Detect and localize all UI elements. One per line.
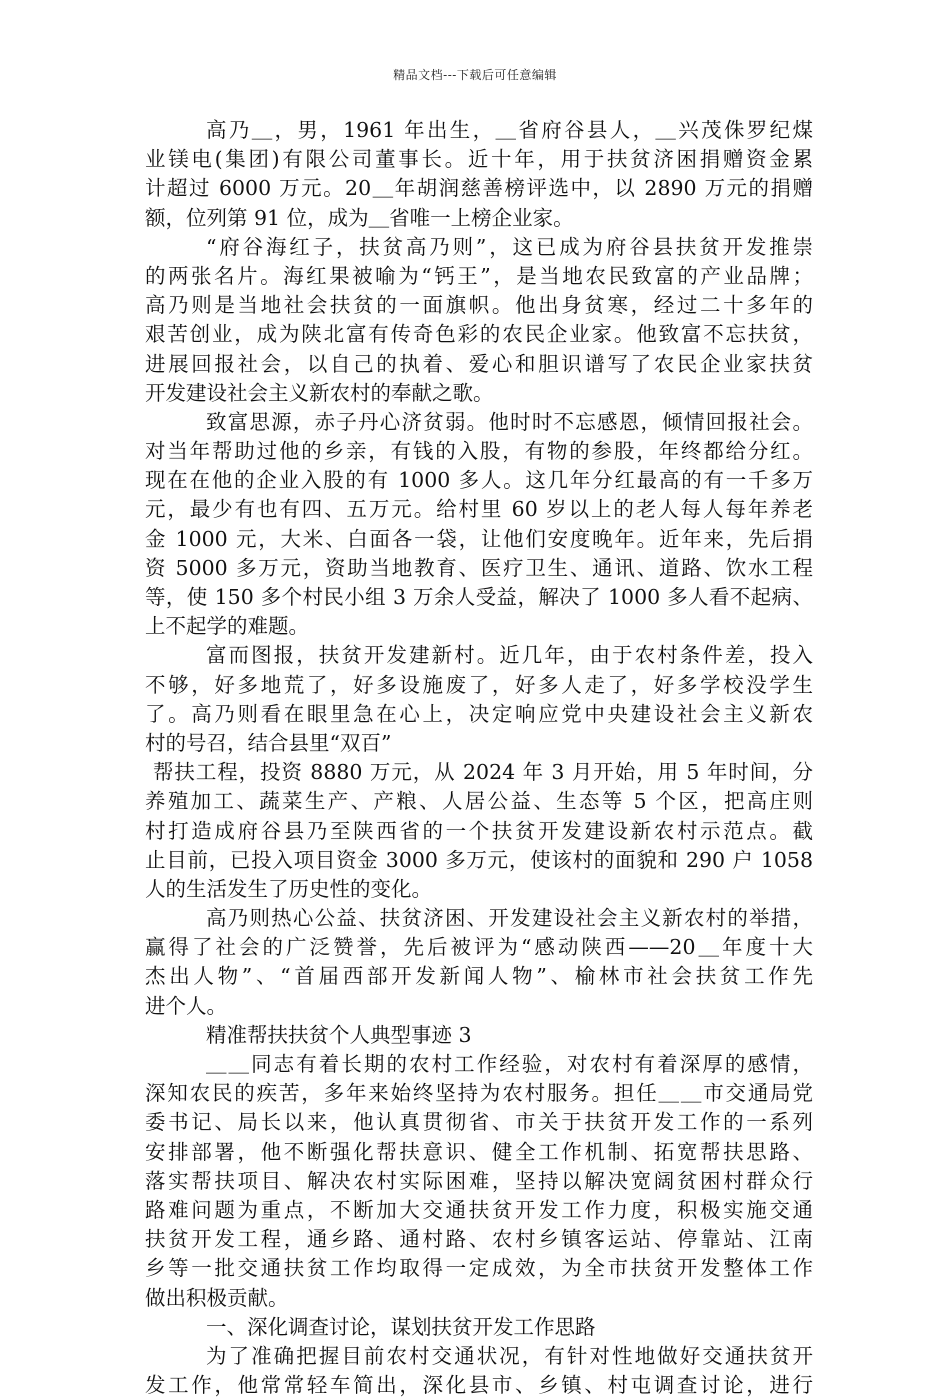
text-line: 对当年帮助过他的乡亲，有钱的入股，有物的参股，年终都给分红。 xyxy=(145,439,813,464)
text-line: 乡等一批交通扶贫工作均取得一定成效，为全市扶贫开发整体工作 xyxy=(145,1256,813,1281)
text-line: ＿＿同志有着长期的农村工作经验，对农村有着深厚的感情， xyxy=(206,1052,813,1076)
text-line: 进展回报社会，以自己的执着、爱心和胆识谱写了农民企业家扶贫 xyxy=(145,351,813,376)
text-line: 高乃＿，男，1961 年出生，＿省府谷县人，＿兴茂侏罗纪煤 xyxy=(206,118,813,142)
text-line: 致富思源，赤子丹心济贫弱。他时时不忘感恩，倾情回报社会。 xyxy=(206,409,813,434)
text-line: 村的号召，结合县里“双百” xyxy=(145,730,392,755)
text-line: 安排部署，他不断强化帮扶意识、健全工作机制、拓宽帮扶思路、 xyxy=(145,1139,813,1164)
text-line: 做出积极贡献。 xyxy=(145,1285,289,1310)
text-line: 不够，好多地荒了，好多设施废了，好多人走了，好多学校没学生 xyxy=(145,672,813,697)
text-line: 高乃则是当地社会扶贫的一面旗帜。他出身贫寒，经过二十多年的 xyxy=(145,293,813,318)
text-line: 路难问题为重点，不断加大交通扶贫开发工作力度，积极实施交通 xyxy=(145,1197,813,1222)
text-line: “府谷海红子，扶贫高乃则”，这已成为府谷县扶贫开发推崇 xyxy=(206,234,813,259)
text-line: 上不起学的难题。 xyxy=(145,614,309,639)
text-line: 扶贫开发工程，通乡路、通村路、农村乡镇客运站、停靠站、江南 xyxy=(145,1227,813,1252)
text-line: 开发建设社会主义新农村的奉献之歌。 xyxy=(145,380,494,405)
text-line: 额，位列第 91 位，成为＿省唯一上榜企业家。 xyxy=(145,205,574,230)
text-line: 村打造成府谷县乃至陕西省的一个扶贫开发建设新农村示范点。截 xyxy=(145,818,813,843)
text-line: 精准帮扶扶贫个人典型事迹 3 xyxy=(206,1022,472,1047)
text-line: 业镁电(集团)有限公司董事长。近十年，用于扶贫济困捐赠资金累 xyxy=(145,147,813,172)
text-line: 计超过 6000 万元。20＿年胡润慈善榜评选中，以 2890 万元的捐赠 xyxy=(145,176,813,201)
text-line: 金 1000 元，大米、白面各一袋，让他们安度晚年。近年来，先后捐 xyxy=(145,526,813,551)
text-line: 高乃则热心公益、扶贫济困、开发建设社会主义新农村的举措， xyxy=(206,906,813,931)
text-line: 养殖加工、蔬菜生产、产粮、人居公益、生态等 5 个区，把高庄则 xyxy=(145,789,813,814)
document-body xyxy=(145,116,813,1400)
text-line: 进个人。 xyxy=(145,993,227,1018)
text-line: 富而图报，扶贫开发建新村。近几年，由于农村条件差，投入 xyxy=(206,643,813,668)
text-line: 了。高乃则看在眼里急在心上，决定响应党中央建设社会主义新农 xyxy=(145,701,813,726)
text-line: 现在在他的企业入股的有 1000 多人。这几年分红最高的有一千多万 xyxy=(145,468,813,493)
text-line: 人的生活发生了历史性的变化。 xyxy=(145,876,432,901)
text-line: 等，使 150 多个村民小组 3 万余人受益，解决了 1000 多人看不起病、 xyxy=(145,585,813,609)
text-line: 委书记、局长以来，他认真贯彻省、市关于扶贫开发工作的一系列 xyxy=(145,1110,813,1135)
text-line: 艰苦创业，成为陕北富有传奇色彩的农民企业家。他致富不忘扶贫， xyxy=(145,322,813,347)
text-line: 的两张名片。海红果被喻为“钙王”，是当地农民致富的产业品牌； xyxy=(145,263,813,288)
text-line: 一、深化调查讨论，谋划扶贫开发工作思路 xyxy=(206,1314,596,1339)
text-line: 赢得了社会的广泛赞誉，先后被评为“感动陕西——20＿年度十大 xyxy=(145,935,813,960)
text-line: 发工作，他常常轻车简出，深化县市、乡镇、村屯调查讨论，进行 xyxy=(145,1373,813,1398)
text-line: 落实帮扶项目、解决农村实际困难，坚持以解决宽阔贫困村群众行 xyxy=(145,1168,813,1193)
text-line: 帮扶工程，投资 8880 万元，从 2024 年 3 月开始，用 5 年时间，分 xyxy=(153,760,813,785)
text-line: 资 5000 多万元，资助当地教育、医疗卫生、通讯、道路、饮水工程 xyxy=(145,555,813,580)
text-line: 为了准确把握目前农村交通状况，有针对性地做好交通扶贫开 xyxy=(206,1343,813,1368)
text-line: 杰出人物”、“首届西部开发新闻人物”、榆林市社会扶贫工作先 xyxy=(145,964,813,989)
page-header: 精品文档---下载后可任意编辑 xyxy=(393,68,557,82)
text-line: 元，最少有也有四、五万元。给村里 60 岁以上的老人每人每年养老 xyxy=(145,497,813,522)
text-line: 止目前，已投入项目资金 3000 多万元，使该村的面貌和 290 户 1058 xyxy=(145,847,813,872)
text-line: 深知农民的疾苦，多年来始终坚持为农村服务。担任＿＿市交通局党 xyxy=(145,1081,813,1106)
